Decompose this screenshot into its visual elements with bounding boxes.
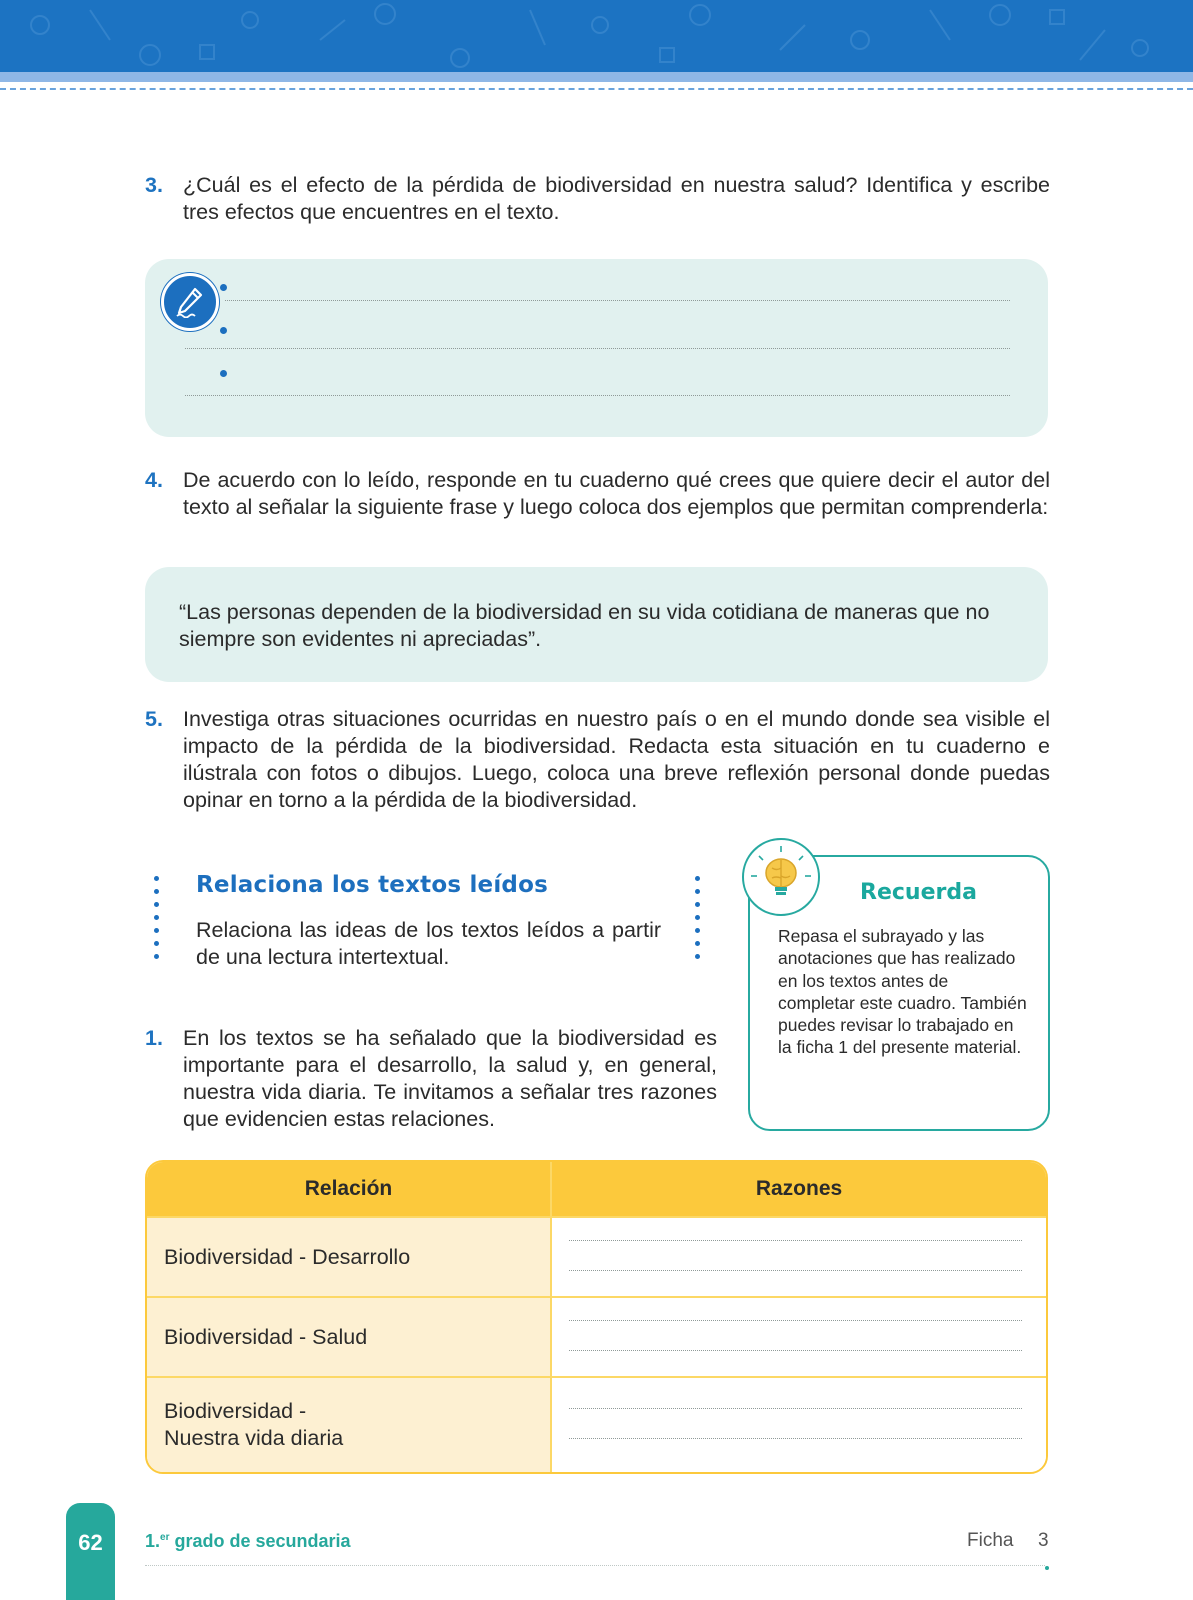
relation-text: Biodiversidad - — [164, 1399, 307, 1423]
recuerda-text: Repasa el subrayado y las anotaciones que has realizado en los textos antes de completar este cuadro. También puedes revisar lo trabajado en la ficha 1 del presente material. — [778, 926, 1027, 1058]
relation-cell — [147, 1296, 552, 1376]
grade-text: grado de secundaria — [169, 1531, 351, 1551]
reason-line[interactable] — [569, 1240, 1022, 1241]
relation-cell — [147, 1376, 552, 1472]
reason-line[interactable] — [569, 1320, 1022, 1321]
bullet — [220, 327, 227, 334]
answer-box-q3 — [145, 259, 1048, 437]
banner-stripe — [0, 72, 1193, 82]
question-number: 5. — [145, 707, 163, 731]
question-4 — [145, 467, 1050, 521]
grade-prefix: 1. — [145, 1531, 161, 1551]
banner-dashed-line — [0, 88, 1193, 90]
relation-text-line2: Nuestra vida diaria — [164, 1426, 344, 1450]
reason-line[interactable] — [569, 1350, 1022, 1351]
page-number: 62 — [78, 1530, 103, 1555]
question-number: 4. — [145, 468, 163, 492]
answer-line-1[interactable] — [225, 300, 1010, 301]
bullet — [220, 370, 227, 377]
question-number: 3. — [145, 173, 163, 197]
banner-pattern — [0, 0, 1193, 72]
pencil-icon — [161, 273, 219, 331]
header-banner — [0, 0, 1193, 72]
table-row — [147, 1296, 1046, 1376]
ficha-label: Ficha — [967, 1530, 1014, 1551]
footer-dotted-line — [145, 1565, 1045, 1566]
question-5 — [145, 706, 1050, 814]
ficha-number: 3 — [1038, 1530, 1049, 1551]
reasons-cell[interactable] — [552, 1376, 1046, 1472]
bullet — [220, 284, 227, 291]
question-text: ¿Cuál es el efecto de la pérdida de biodiversidad en nuestra salud? Identifica y escribe tres efectos que encuentres en el texto. — [183, 173, 1050, 224]
table-row — [147, 1216, 1046, 1296]
reason-line[interactable] — [569, 1270, 1022, 1271]
relations-table — [145, 1160, 1048, 1474]
question-text: En los textos se ha señalado que la biodiversidad es importante para el desarrollo, la salud y, en general, nuestra vida diaria. Te invitamos a señalar tres razones que evidencien estas relaciones. — [183, 1026, 717, 1131]
question-1 — [145, 1025, 717, 1133]
question-number: 1. — [145, 1026, 163, 1050]
table-row — [147, 1376, 1046, 1472]
lightbulb-brain-icon — [742, 838, 820, 916]
question-text: Investiga otras situaciones ocurridas en nuestro país o en el mundo donde sea visible el impacto de la pérdida de la biodiversidad. Redacta esta situación en tu cuaderno e ilústrala con fotos o dibujos. Luego, coloca una breve reflexión personal donde puedas opinar en torno a la pérdida de la biodiversidad. — [183, 707, 1050, 812]
quote-text: “Las personas dependen de la biodiversidad en su vida cotidiana de maneras que no siempre son evidentes ni apreciadas”. — [179, 600, 990, 651]
relation-text: Biodiversidad - Desarrollo — [164, 1244, 411, 1269]
dotted-divider-left — [154, 876, 160, 967]
reason-line[interactable] — [569, 1438, 1022, 1439]
reason-line[interactable] — [569, 1408, 1022, 1409]
ficha-dot — [1045, 1566, 1049, 1570]
grade-superscript: er — [160, 1532, 170, 1543]
grade-label — [145, 1531, 351, 1552]
column-header-razones: Razones — [552, 1162, 1046, 1216]
section-title: Relaciona los textos leídos — [196, 872, 548, 898]
reasons-cell[interactable] — [552, 1296, 1046, 1376]
answer-line-3[interactable] — [185, 395, 1010, 396]
quote-box — [145, 567, 1048, 682]
answer-line-2[interactable] — [185, 348, 1010, 349]
column-header-relacion: Relación — [147, 1162, 552, 1216]
question-3 — [145, 172, 1050, 226]
relation-text: Biodiversidad - Salud — [164, 1324, 368, 1349]
dotted-divider-right — [695, 876, 701, 967]
reasons-cell[interactable] — [552, 1216, 1046, 1296]
recuerda-title: Recuerda — [860, 880, 977, 905]
relation-cell — [147, 1216, 552, 1296]
section-description: Relaciona las ideas de los textos leídos a partir de una lectura intertextual. — [196, 918, 661, 969]
question-text: De acuerdo con lo leído, responde en tu cuaderno qué crees que quiere decir el autor del texto al señalar la siguiente frase y luego coloca dos ejemplos que permitan comprenderla: — [183, 468, 1050, 519]
